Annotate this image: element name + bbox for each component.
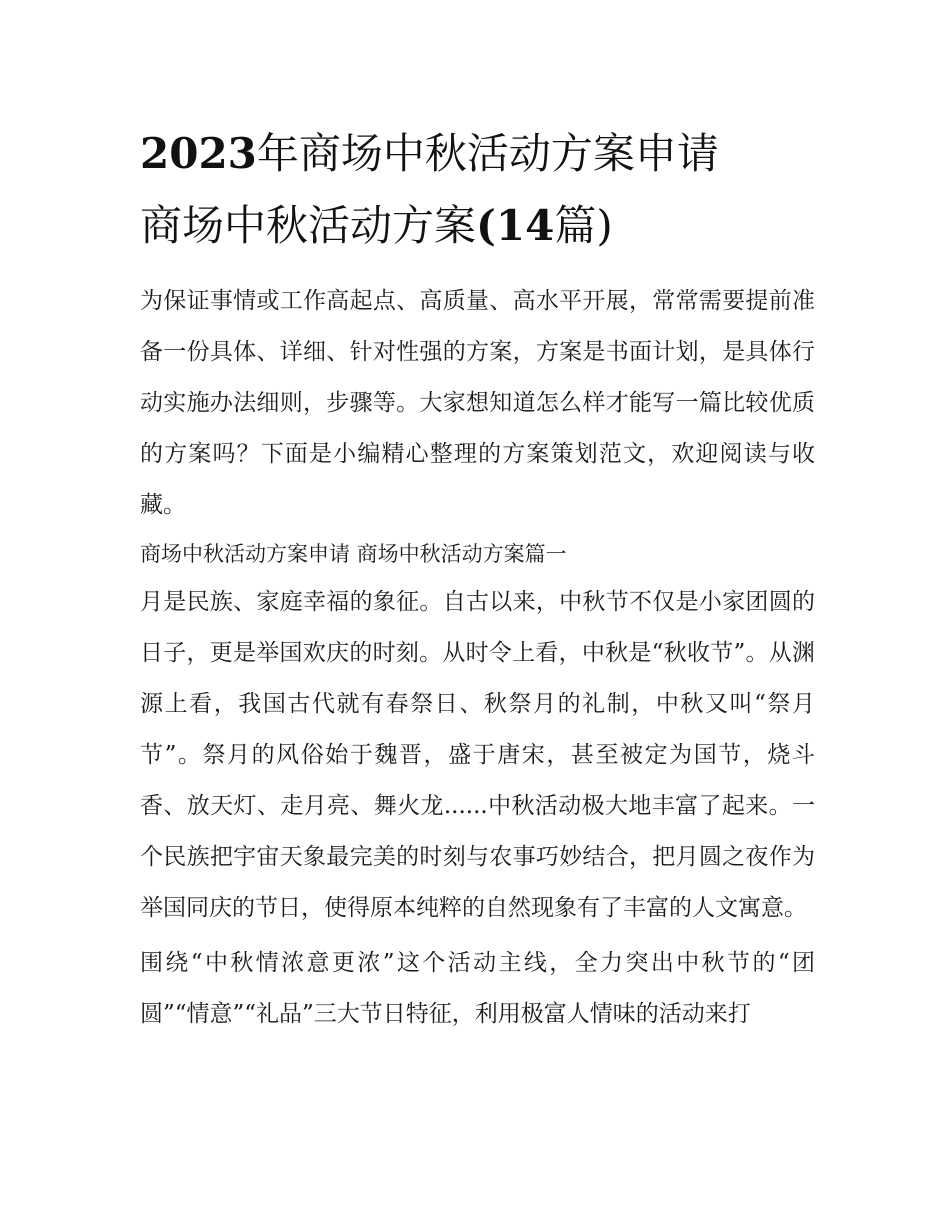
- title-year: 2023: [140, 129, 257, 178]
- intro-paragraph: 为保证事情或工作高起点、高质量、高水平开展，常常需要提前准备一份具体、详细、针对性强的方案，方案是书面计划，是具体行动实施办法细则，步骤等。大家想知道怎么样才能写一篇比较优质的方案吗？下面是小编精心整理的方案策划范文，欢迎阅读与收藏。: [140, 288, 815, 518]
- document-page: [140, 118, 815, 1040]
- title-line-1-text: 年商场中秋活动方案申请: [256, 129, 719, 178]
- body-paragraph: 围绕“中秋情浓意更浓”这个活动主线，全力突出中秋节的“团圆”“情意”“礼品”三大节日特征，利用极富人情味的活动来打: [140, 950, 815, 1027]
- title-line-2: [140, 201, 613, 250]
- title-line-1: [140, 129, 719, 178]
- title-line-2-text: 商场中秋活动方案: [140, 201, 477, 250]
- body-paragraph: 月是民族、家庭幸福的象征。自古以来，中秋节不仅是小家团圆的日子，更是举国欢庆的时刻。从时令上看，中秋是“秋收节”。从渊源上看，我国古代就有春祭日、秋祭月的礼制，中秋又叫“祭月节”。祭月的风俗始于魏晋，盛于唐宋，甚至被定为国节，烧斗香、放天灯、走月亮、舞火龙......中秋活动极大地丰富了起来。一个民族把宇宙天象最完美的时刻与农事巧妙结合，把月圆之夜作为举国同庆的节日，使得原本纯粹的自然现象有了丰富的人文寓意。: [140, 589, 815, 921]
- document-title: [140, 118, 815, 262]
- section-heading: 商场中秋活动方案申请 商场中秋活动方案篇一: [140, 542, 567, 566]
- title-count: (14: [476, 201, 555, 250]
- title-unit: 篇): [554, 201, 613, 250]
